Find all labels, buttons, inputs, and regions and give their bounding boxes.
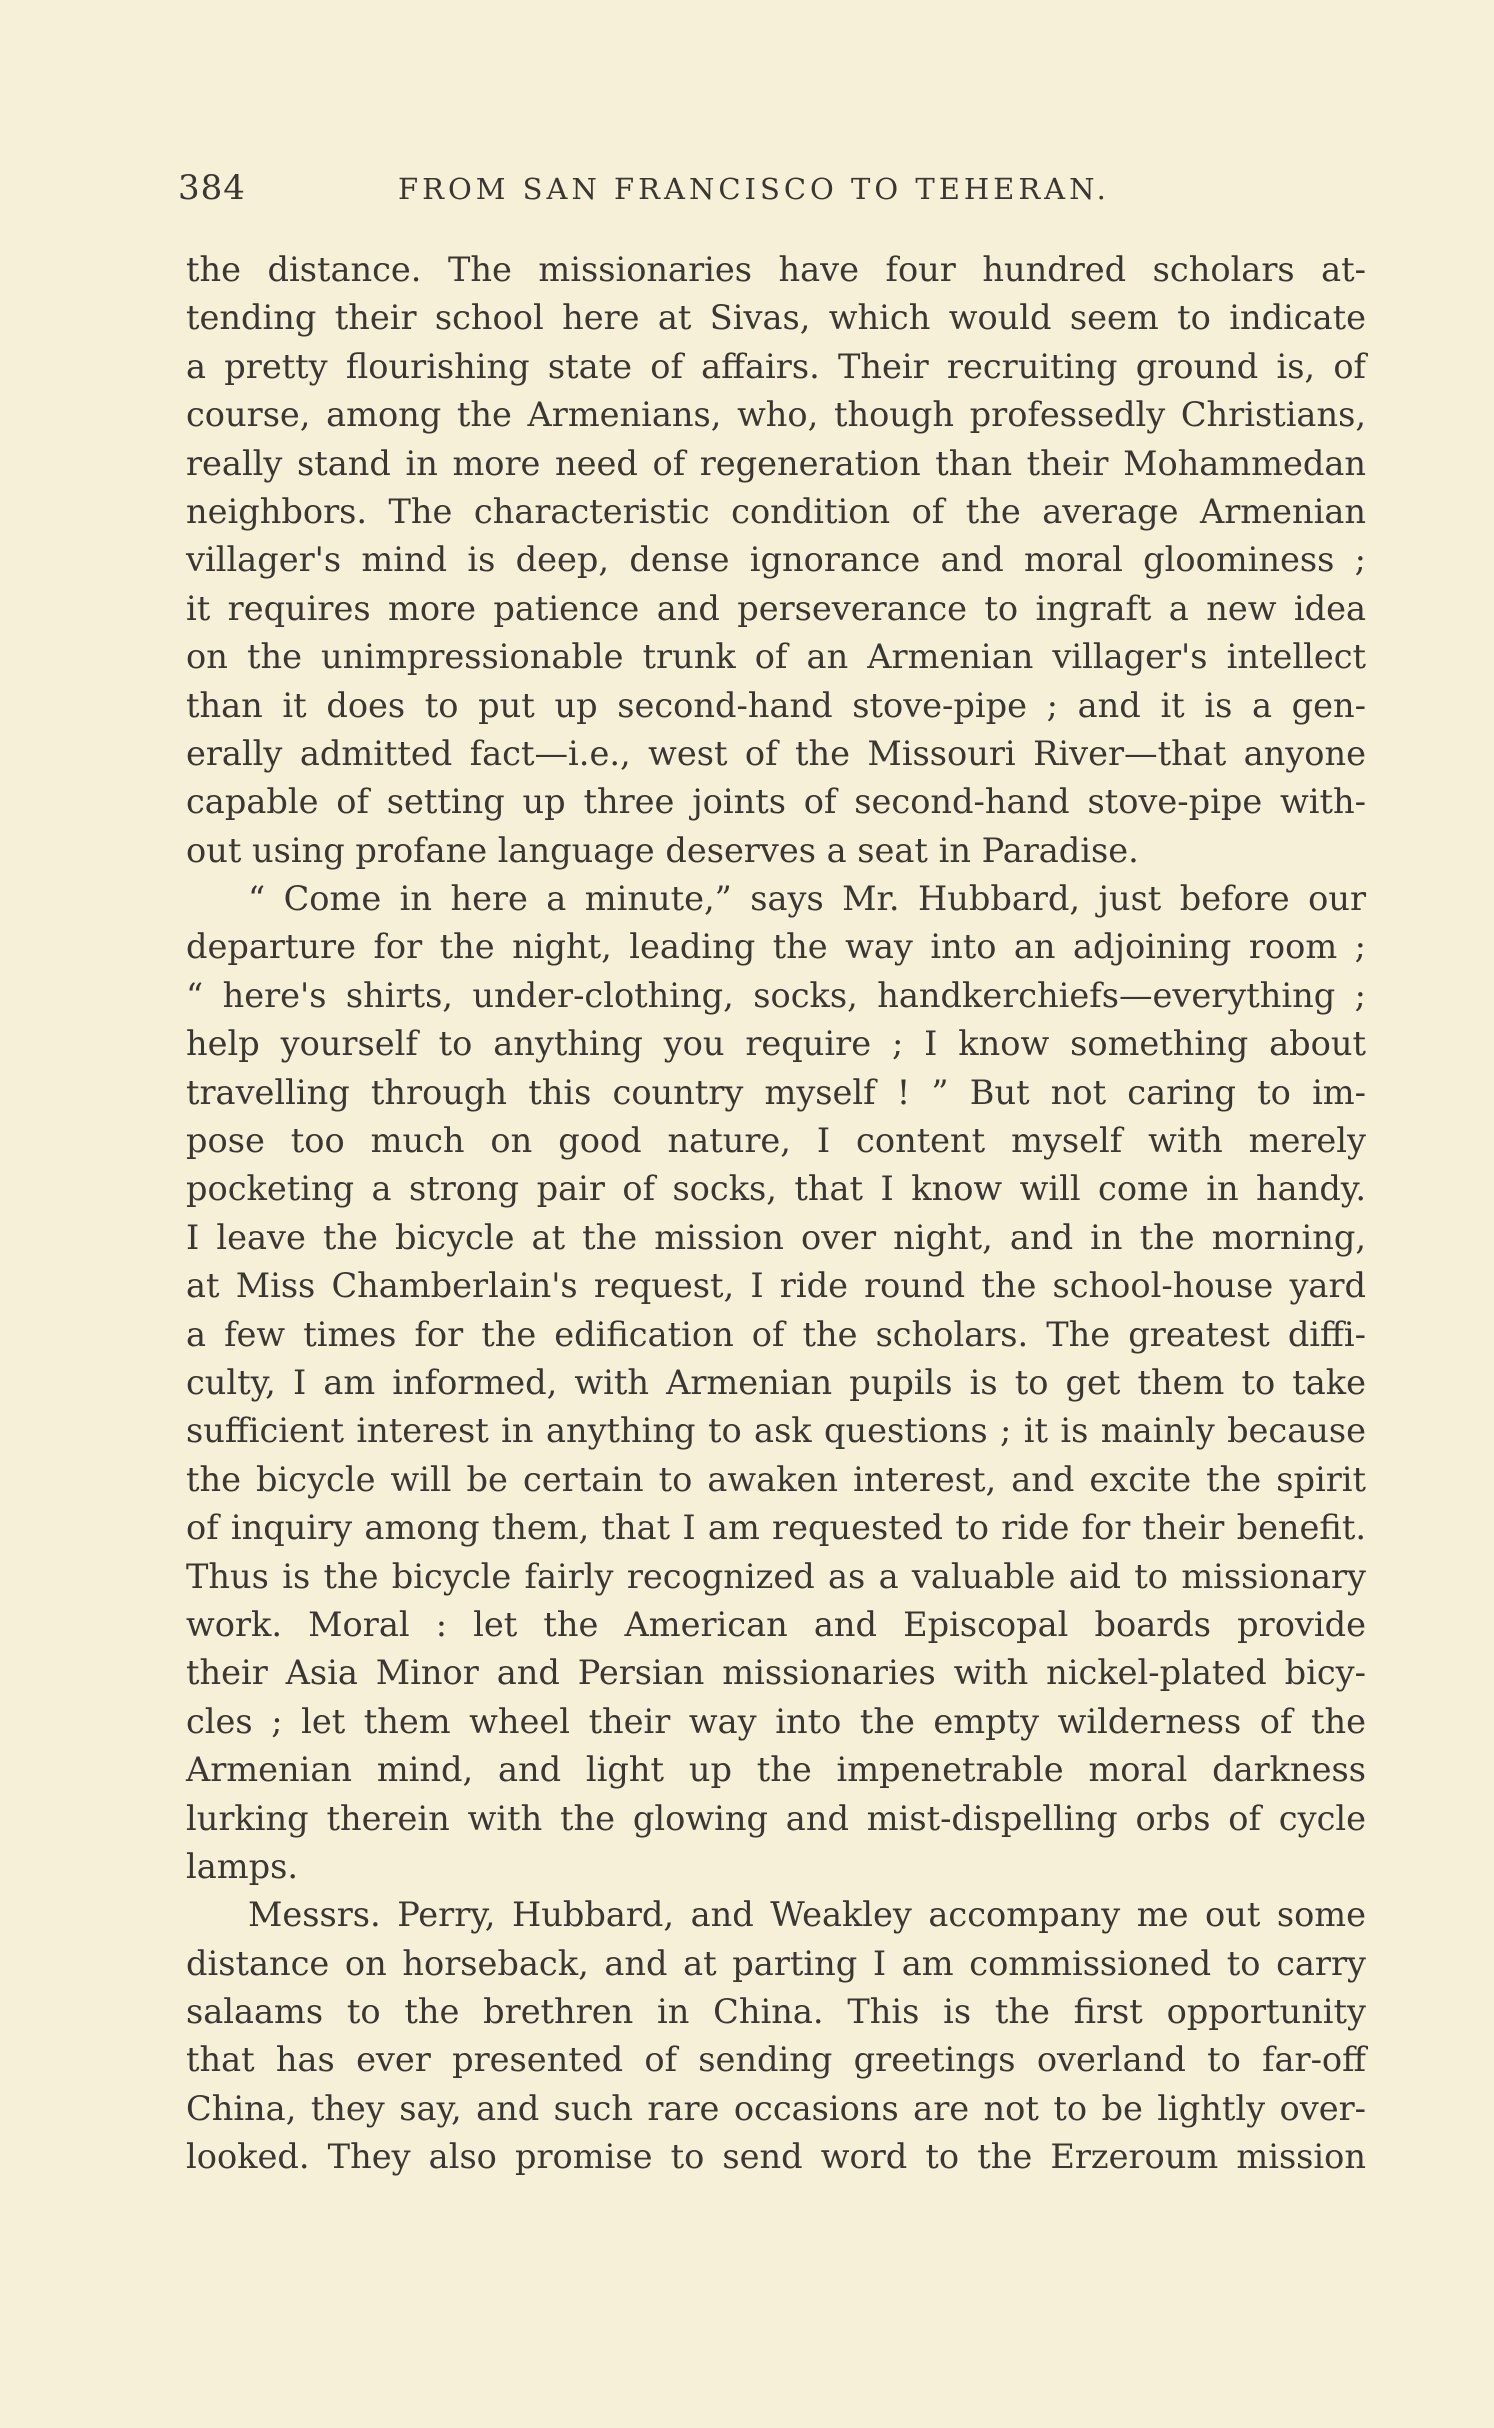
text-line: the bicycle will be certain to awaken interest, and excite the spirit <box>186 1459 1366 1499</box>
text-line: Thus is the bicycle fairly recognized as a valuable aid to missionary <box>186 1556 1366 1596</box>
text-line: help yourself to anything you require ; I know something about <box>186 1024 1366 1064</box>
text-line: lamps. <box>186 1846 298 1886</box>
text-line: at Miss Chamberlain's request, I ride round the school-house yard <box>186 1266 1366 1306</box>
text-line: neighbors. The characteristic condition of the average Armenian <box>186 491 1366 531</box>
text-line: tending their school here at Sivas, which would seem to indicate <box>186 298 1366 338</box>
text-line: the distance. The missionaries have four hundred scholars at- <box>186 250 1366 289</box>
page-header <box>178 168 1368 212</box>
text-line: looked. They also promise to send word to the Erzeroum mission <box>186 2137 1366 2177</box>
text-line: pocketing a strong pair of socks, that I know will come in handy. <box>186 1169 1366 1209</box>
page-body <box>186 246 1366 2182</box>
text-line: salaams to the brethren in China. This is the first opportunity <box>186 1992 1366 2032</box>
text-line: a pretty flourishing state of affairs. Their recruiting ground is, of <box>186 346 1366 386</box>
paragraph <box>186 875 1366 1891</box>
text-line: sufficient interest in anything to ask questions ; it is mainly because <box>186 1411 1366 1451</box>
text-line: “ here's shirts, under-clothing, socks, handkerchiefs—everything ; <box>186 975 1366 1015</box>
text-line: distance on horseback, and at parting I am commissioned to carry <box>186 1943 1366 1983</box>
text-line: lurking therein with the glowing and mist-dispelling orbs of cycle <box>186 1798 1366 1838</box>
text-line: on the unimpressionable trunk of an Armenian villager's intellect <box>186 637 1366 677</box>
text-line: Armenian mind, and light up the impenetrable moral darkness <box>186 1750 1366 1790</box>
text-line: work. Moral : let the American and Episcopal boards provide <box>186 1604 1366 1644</box>
page-number: 384 <box>178 168 246 208</box>
text-line: Messrs. Perry, Hubbard, and Weakley accompany me out some <box>248 1895 1366 1935</box>
text-line: “ Come in here a minute,” says Mr. Hubbard, just before our <box>248 879 1366 919</box>
text-line: pose too much on good nature, I content myself with merely <box>186 1121 1366 1161</box>
text-line: it requires more patience and perseverance to ingraft a new idea <box>186 588 1366 628</box>
text-line: cles ; let them wheel their way into the empty wilderness of the <box>186 1701 1366 1741</box>
text-line: out using profane language deserves a seat in Paradise. <box>186 830 1139 870</box>
text-line: departure for the night, leading the way into an adjoining room ; <box>186 927 1366 967</box>
text-line: of inquiry among them, that I am requested to ride for their benefit. <box>186 1508 1366 1548</box>
paragraph <box>186 246 1366 875</box>
text-line: travelling through this country myself ! ” But not caring to im- <box>186 1072 1366 1112</box>
text-line: their Asia Minor and Persian missionaries with nickel-plated bicy- <box>186 1653 1366 1693</box>
text-line: than it does to put up second-hand stove-pipe ; and it is a gen- <box>186 685 1366 725</box>
paragraph <box>186 1891 1366 2181</box>
text-line: villager's mind is deep, dense ignorance and moral gloominess ; <box>186 540 1366 580</box>
running-title: FROM SAN FRANCISCO TO TEHERAN. <box>398 172 1110 206</box>
text-line: really stand in more need of regeneration than their Mohammedan <box>186 443 1366 483</box>
text-line: a few times for the edification of the scholars. The greatest diffi- <box>186 1314 1366 1354</box>
text-line: capable of setting up three joints of second-hand stove-pipe with- <box>186 782 1366 822</box>
text-line: course, among the Armenians, who, though professedly Christians, <box>186 395 1366 435</box>
text-line: I leave the bicycle at the mission over night, and in the morning, <box>186 1217 1366 1257</box>
text-line: erally admitted fact—i.e., west of the Missouri River—that anyone <box>186 733 1366 773</box>
text-line: China, they say, and such rare occasions are not to be lightly over- <box>186 2088 1366 2128</box>
text-line: culty, I am informed, with Armenian pupils is to get them to take <box>186 1362 1366 1402</box>
text-line: that has ever presented of sending greetings overland to far-off <box>186 2040 1366 2080</box>
